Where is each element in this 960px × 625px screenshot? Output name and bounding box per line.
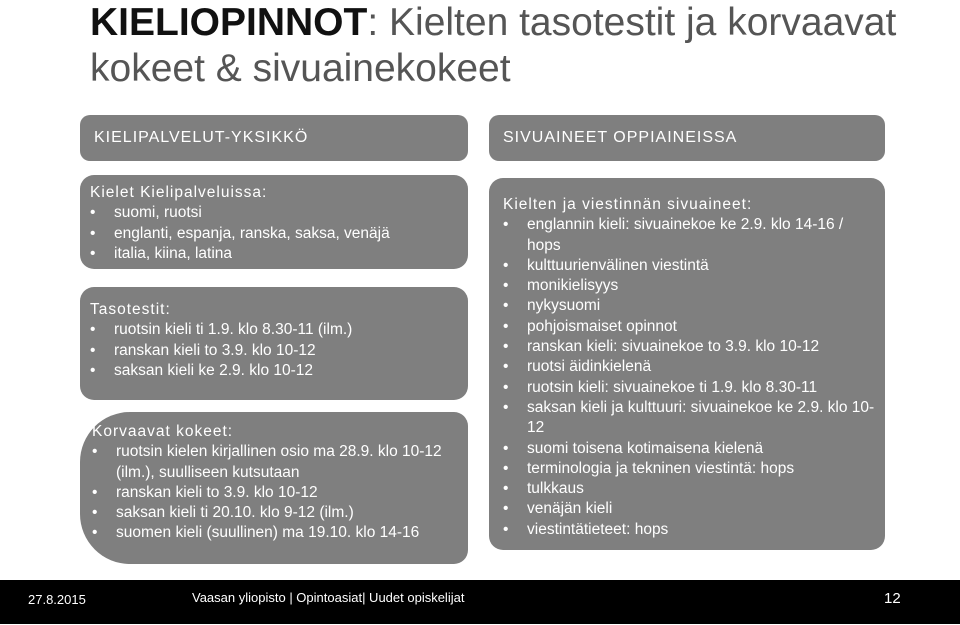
list-item: • ruotsin kieli ti 1.9. klo 8.30-11 (ilm.) — [90, 320, 458, 340]
left-header: KIELIPALVELUT-YKSIKKÖ — [80, 115, 468, 161]
list-item: • ranskan kieli to 3.9. klo 10-12 — [90, 341, 458, 361]
list-item: • saksan kieli ti 20.10. klo 9-12 (ilm.) — [92, 503, 458, 523]
list-item: • englanti, espanja, ranska, saksa, venäjä — [90, 224, 458, 244]
list-item: • ranskan kieli to 3.9. klo 10-12 — [92, 483, 458, 503]
replacement-exams-box — [80, 412, 468, 564]
languages-list — [90, 203, 458, 264]
list-item: • ruotsin kieli: sivuainekoe ti 1.9. klo 8.30-11 — [503, 378, 875, 398]
replacement-exams-heading: Korvaavat kokeet: — [92, 423, 234, 440]
list-item: • viestintätieteet: hops — [503, 520, 875, 540]
title-rest: : Kielten tasotestit ja korvaavat kokeet & sivuainekokeet — [90, 1, 897, 90]
title-bold: KIELIOPINNOT — [90, 1, 368, 44]
minor-subjects-heading: Kielten ja viestinnän sivuaineet: — [503, 196, 753, 213]
footer-bar — [0, 580, 960, 624]
list-item: • pohjoismaiset opinnot — [503, 317, 875, 337]
list-item: • ruotsin kielen kirjallinen osio ma 28.9. klo 10-12 (ilm.), suulliseen kutsutaan — [92, 442, 458, 483]
list-item: • tulkkaus — [503, 479, 875, 499]
list-item: • ranskan kieli: sivuainekoe to 3.9. klo 10-12 — [503, 337, 875, 357]
slide-title — [90, 0, 950, 92]
list-item: • venäjän kieli — [503, 499, 875, 519]
replacement-exams-list — [92, 442, 458, 543]
list-item: • suomi toisena kotimaisena kielenä — [503, 439, 875, 459]
list-item: • kulttuurienvälinen viestintä — [503, 256, 875, 276]
minor-subjects-list — [503, 215, 875, 540]
list-item: • terminologia ja tekninen viestintä: hops — [503, 459, 875, 479]
list-item: • saksan kieli ke 2.9. klo 10-12 — [90, 361, 458, 381]
list-item: • saksan kieli ja kulttuuri: sivuainekoe ke 2.9. klo 10-12 — [503, 398, 875, 439]
level-tests-box — [80, 287, 468, 400]
footer-date: 27.8.2015 — [28, 592, 86, 607]
languages-box — [80, 175, 468, 269]
list-item: • ruotsi äidinkielenä — [503, 357, 875, 377]
list-item: • suomen kieli (suullinen) ma 19.10. klo 14-16 — [92, 523, 458, 543]
languages-heading: Kielet Kielipalveluissa: — [90, 184, 268, 201]
list-item: • italia, kiina, latina — [90, 244, 458, 264]
list-item: • nykysuomi — [503, 296, 875, 316]
list-item: • monikielisyys — [503, 276, 875, 296]
page-number: 12 — [884, 590, 901, 607]
footer-center-text: Vaasan yliopisto | Opintoasiat| Uudet opiskelijat — [192, 590, 465, 605]
level-tests-list — [90, 320, 458, 381]
list-item: • englannin kieli: sivuainekoe ke 2.9. klo 14-16 / hops — [503, 215, 875, 256]
level-tests-heading: Tasotestit: — [90, 301, 171, 318]
list-item: • suomi, ruotsi — [90, 203, 458, 223]
right-header: SIVUAINEET OPPIAINEISSA — [489, 115, 885, 161]
minor-subjects-box — [489, 178, 885, 550]
